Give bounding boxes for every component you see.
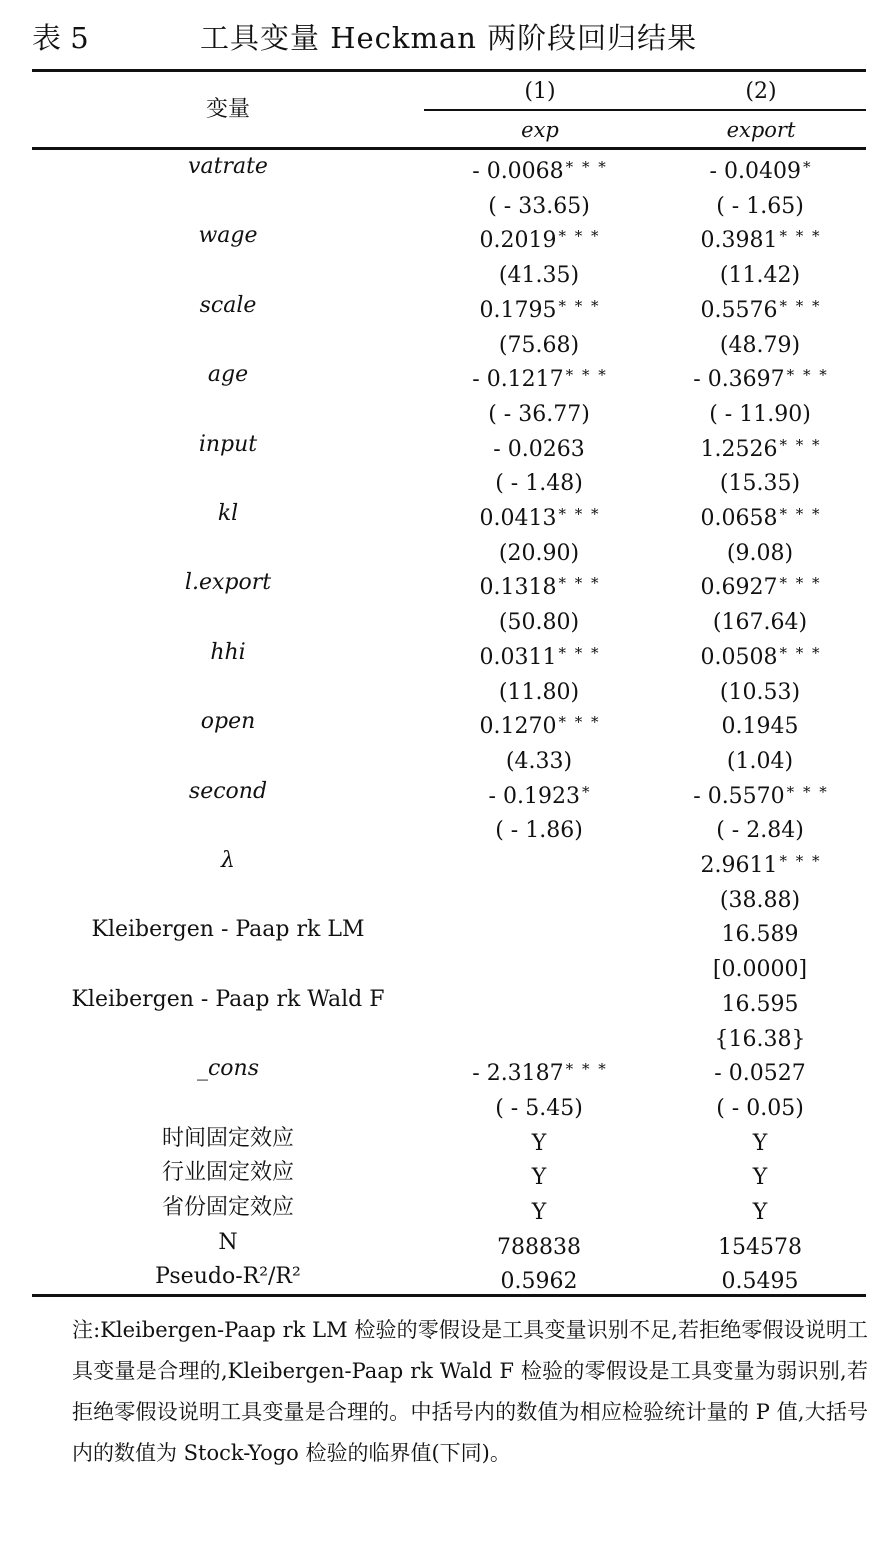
coefficient: (9.08) <box>726 540 794 566</box>
col1-value <box>424 219 656 254</box>
coefficient: ( - 1.65) <box>716 193 804 219</box>
table-row <box>32 289 866 324</box>
variable-name <box>32 532 424 567</box>
note-text: 注:Kleibergen-Paap rk LM 检验的零假设是工具变量识别不足,若拒绝零假设说明工具变量是合理的,Kleibergen-Paap rk Wald F 检验的零假设是工具变量为弱识别,若拒绝零假设说明工具变量是合理的。中括号内的数值为相应检验统计量的 P 值,大括号内的数值为 Stock-Yogo 检验的临界值(下同)。 <box>72 1318 868 1465</box>
table-note <box>30 1310 868 1474</box>
table-row <box>32 1226 866 1261</box>
col2-value <box>656 1226 866 1261</box>
coefficient: - 0.5570 <box>693 783 785 809</box>
coefficient: ( - 0.05) <box>716 1095 804 1121</box>
col2-value <box>656 1122 866 1157</box>
variable-name: second <box>188 778 268 804</box>
coefficient: [0.0000] <box>712 957 808 983</box>
coefficient: ( - 11.90) <box>709 401 811 427</box>
col1-value <box>424 462 656 497</box>
top-rule <box>32 69 866 72</box>
col2-value <box>656 289 866 324</box>
variable-name: kl <box>217 501 239 526</box>
col2-value <box>656 462 866 497</box>
table-row <box>32 219 866 254</box>
col1-value <box>424 705 656 740</box>
col1-value <box>424 948 656 983</box>
variable-name: 时间固定效应 <box>161 1125 294 1151</box>
col1-value <box>424 983 656 1018</box>
significance-stars: * * * <box>779 574 822 593</box>
coefficient: 0.5495 <box>721 1269 799 1295</box>
col1-value <box>424 913 656 948</box>
significance-stars: * * * <box>558 296 601 315</box>
col2-value <box>656 879 866 914</box>
table-row <box>32 983 866 1018</box>
variable-name: hhi <box>210 639 246 665</box>
col1-value <box>424 185 656 220</box>
coefficient: (20.90) <box>498 540 580 566</box>
coefficient: (38.88) <box>719 887 801 913</box>
table-row <box>32 1156 866 1191</box>
col2-value <box>656 948 866 983</box>
table-row <box>32 844 866 879</box>
coefficient: 0.1270 <box>479 714 557 740</box>
table-row <box>32 428 866 463</box>
col2-value <box>656 1018 866 1053</box>
variable-name <box>32 740 424 775</box>
col1-value <box>424 566 656 601</box>
coefficient: 1.2526 <box>700 436 778 462</box>
coefficient: 0.1795 <box>479 297 557 323</box>
table-title: 工具变量 Heckman 两阶段回归结果 <box>200 21 698 55</box>
col1-value <box>424 809 656 844</box>
col1-value <box>424 532 656 567</box>
col1-value <box>424 324 656 359</box>
coefficient: 0.5962 <box>500 1269 578 1295</box>
col2-value <box>656 185 866 220</box>
col1-value <box>424 601 656 636</box>
header-col2: (2) <box>745 79 777 104</box>
variable-name <box>32 948 424 983</box>
table-row <box>32 393 866 428</box>
table-row <box>32 879 866 914</box>
col1-value <box>424 428 656 463</box>
coefficient: ( - 5.45) <box>495 1095 583 1121</box>
header-variable: 变量 <box>205 97 250 122</box>
coefficient: 0.3981 <box>700 228 778 254</box>
table-row <box>32 1087 866 1122</box>
table-row <box>32 948 866 983</box>
coefficient: - 0.1923 <box>488 783 580 809</box>
col1-value <box>424 1156 656 1191</box>
table-row <box>32 705 866 740</box>
coefficient: 0.0658 <box>700 506 778 531</box>
coefficient: - 0.0068 <box>472 159 564 184</box>
col2-value <box>656 705 866 740</box>
variable-name <box>32 324 424 359</box>
col1-value <box>424 636 656 671</box>
col1-value <box>424 879 656 914</box>
significance-stars: * * * <box>558 574 601 593</box>
table-row <box>32 1052 866 1087</box>
col1-value <box>424 1191 656 1226</box>
table-row <box>32 497 866 532</box>
coefficient: 0.0311 <box>479 644 557 670</box>
variable-name: age <box>207 362 249 388</box>
variable-name <box>32 462 424 497</box>
significance-stars: * * * <box>558 227 601 246</box>
coefficient: 0.1945 <box>721 714 799 740</box>
col2-value <box>656 358 866 393</box>
coefficient: - 0.0263 <box>493 436 585 462</box>
table-row <box>32 913 866 948</box>
coefficient: 2.9611 <box>700 853 778 878</box>
col2-value <box>656 428 866 463</box>
variable-name: input <box>198 431 258 457</box>
coefficient: - 2.3187 <box>472 1061 564 1087</box>
header-col1: (1) <box>524 79 556 104</box>
bottom-rule <box>32 1294 866 1297</box>
col1-value <box>424 358 656 393</box>
col1-value <box>424 254 656 289</box>
variable-name: N <box>218 1229 238 1255</box>
col1-value <box>424 1087 656 1122</box>
table-row <box>32 358 866 393</box>
coefficient: (41.35) <box>498 263 580 289</box>
coefficient: ( - 36.77) <box>488 401 590 427</box>
coefficient: (11.42) <box>719 263 801 289</box>
coefficient: ( - 33.65) <box>488 193 590 219</box>
coefficient: ( - 1.86) <box>495 818 583 844</box>
variable-name: λ <box>221 848 235 873</box>
coefficient: Y <box>531 1130 547 1156</box>
variable-name <box>32 671 424 706</box>
coefficient: (1.04) <box>726 748 794 774</box>
variable-name: vatrate <box>188 154 268 179</box>
col2-value <box>656 219 866 254</box>
variable-name: _cons <box>196 1056 260 1082</box>
coefficient: 0.5576 <box>700 297 778 323</box>
coefficient: Y <box>531 1200 547 1225</box>
col2-value <box>656 566 866 601</box>
col2-value <box>656 393 866 428</box>
col2-value <box>656 775 866 810</box>
col1-value <box>424 289 656 324</box>
col2-value <box>656 844 866 879</box>
table-row <box>32 1191 866 1226</box>
header-col1-sub: exp <box>521 118 559 142</box>
coefficient: (167.64) <box>712 610 808 636</box>
coefficient: {16.38} <box>714 1026 806 1052</box>
coefficient: 0.6927 <box>700 575 778 601</box>
col2-value <box>656 740 866 775</box>
table-row <box>32 462 866 497</box>
coefficient: Y <box>531 1165 547 1191</box>
col1-value <box>424 844 656 879</box>
variable-name: wage <box>198 223 258 249</box>
variable-name: 行业固定效应 <box>161 1160 294 1186</box>
significance-stars: * * * <box>558 643 601 662</box>
significance-stars: * <box>581 782 592 801</box>
table-number: 表 5 <box>32 21 89 55</box>
table-row <box>32 150 866 185</box>
variable-name <box>32 393 424 428</box>
coefficient: 16.595 <box>721 991 799 1017</box>
variable-name: l.export <box>184 570 272 596</box>
coefficient: ( - 1.48) <box>495 471 583 497</box>
coefficient: - 0.3697 <box>693 367 785 393</box>
col1-value <box>424 150 656 185</box>
coefficient: (11.80) <box>498 679 580 705</box>
significance-stars: * * * <box>565 158 608 176</box>
table-row <box>32 740 866 775</box>
variable-name: Kleibergen - Paap rk LM <box>91 917 365 943</box>
coefficient: (15.35) <box>719 471 801 497</box>
variable-name <box>32 185 424 220</box>
col2-value <box>656 601 866 636</box>
significance-stars: * * * <box>786 782 829 801</box>
col2-value <box>656 254 866 289</box>
variable-name <box>32 254 424 289</box>
significance-stars: * * * <box>558 505 601 523</box>
coefficient: - 0.1217 <box>472 367 564 393</box>
significance-stars: * * * <box>779 435 822 454</box>
col1-value <box>424 1052 656 1087</box>
coefficient: Y <box>752 1200 768 1225</box>
significance-stars: * * * <box>779 227 822 246</box>
variable-name: scale <box>199 292 257 318</box>
col1-value <box>424 740 656 775</box>
col2-value <box>656 1191 866 1226</box>
table-row <box>32 324 866 359</box>
col2-value <box>656 1052 866 1087</box>
coefficient: 16.589 <box>721 922 799 948</box>
coefficient: 0.0413 <box>479 506 557 531</box>
coefficient: 154578 <box>718 1234 802 1260</box>
table-row <box>32 254 866 289</box>
variable-name: Kleibergen - Paap rk Wald F <box>71 986 385 1012</box>
col1-value <box>424 1122 656 1157</box>
table-row <box>32 671 866 706</box>
variable-name <box>32 809 424 844</box>
table-row <box>32 1122 866 1157</box>
col2-value <box>656 150 866 185</box>
coefficient: 0.1318 <box>479 575 557 601</box>
col2-value <box>656 809 866 844</box>
coefficient: (4.33) <box>505 748 573 774</box>
significance-stars: * * * <box>786 366 829 385</box>
col2-value <box>656 671 866 706</box>
coefficient: Y <box>752 1130 768 1156</box>
col2-value <box>656 636 866 671</box>
coefficient: ( - 2.84) <box>716 818 804 844</box>
significance-stars: * * * <box>565 1060 608 1079</box>
variable-name <box>32 1087 424 1122</box>
col1-value <box>424 1226 656 1261</box>
significance-stars: * * * <box>558 713 601 732</box>
variable-name <box>32 1018 424 1053</box>
coefficient: 0.2019 <box>479 228 557 254</box>
col2-value <box>656 913 866 948</box>
variable-name <box>32 601 424 636</box>
table-row <box>32 532 866 567</box>
table-row <box>32 1260 866 1295</box>
col1-value <box>424 775 656 810</box>
col1-value <box>424 497 656 532</box>
table-row <box>32 809 866 844</box>
table-row <box>32 601 866 636</box>
col2-value <box>656 324 866 359</box>
col1-value <box>424 671 656 706</box>
significance-stars: * * * <box>565 366 608 385</box>
col2-value <box>656 1156 866 1191</box>
variable-name: open <box>200 709 256 735</box>
significance-stars: * <box>802 158 813 176</box>
coefficient: 0.0508 <box>700 644 778 670</box>
col2-value <box>656 1087 866 1122</box>
variable-name: 省份固定效应 <box>161 1195 294 1220</box>
coefficient: - 0.0409 <box>709 159 801 184</box>
significance-stars: * * * <box>779 643 822 662</box>
table-row <box>32 185 866 220</box>
col1-value <box>424 1260 656 1295</box>
header-col2-sub: export <box>726 118 796 142</box>
col2-value <box>656 497 866 532</box>
significance-stars: * * * <box>779 505 822 523</box>
col2-value <box>656 1260 866 1295</box>
coefficient: (10.53) <box>719 679 801 705</box>
col1-value <box>424 1018 656 1053</box>
coefficient: 788838 <box>497 1234 581 1260</box>
significance-stars: * * * <box>779 852 822 870</box>
table-row <box>32 636 866 671</box>
table-row <box>32 1018 866 1053</box>
variable-name: Pseudo-R²/R² <box>155 1264 301 1290</box>
coefficient: (48.79) <box>719 332 801 358</box>
col2-value <box>656 983 866 1018</box>
table-caption <box>32 14 866 62</box>
coefficient: (50.80) <box>498 610 580 636</box>
coefficient: (75.68) <box>498 332 580 358</box>
coefficient: - 0.0527 <box>714 1061 806 1087</box>
variable-name <box>32 879 424 914</box>
col2-value <box>656 532 866 567</box>
coefficient: Y <box>752 1165 768 1191</box>
table-row <box>32 566 866 601</box>
table-row <box>32 775 866 810</box>
significance-stars: * * * <box>779 296 822 315</box>
col1-value <box>424 393 656 428</box>
